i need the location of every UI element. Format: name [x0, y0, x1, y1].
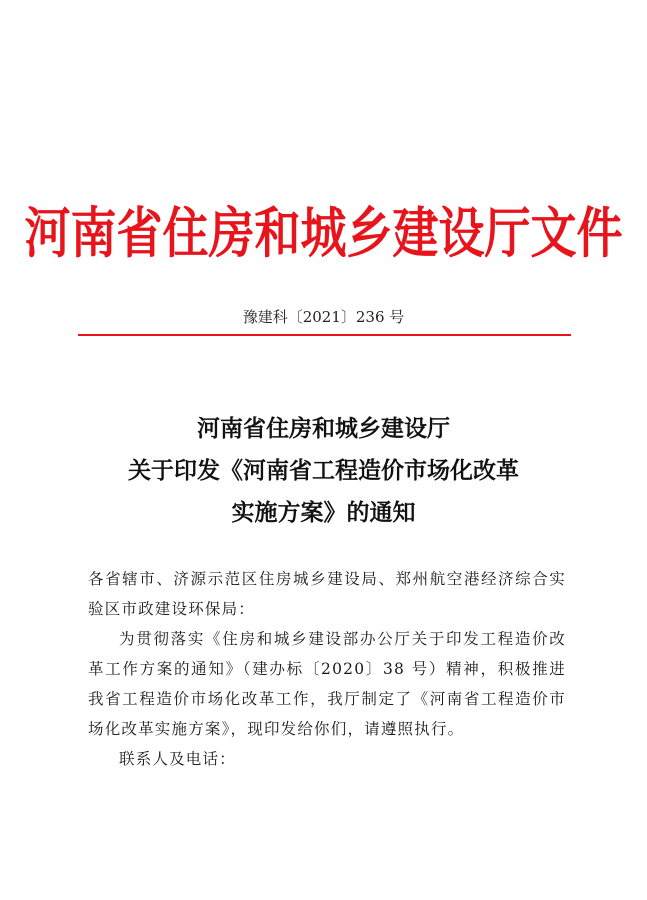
notice-body [88, 564, 566, 774]
notice-title-line-1: 河南省住房和城乡建设厅 [197, 415, 450, 442]
issuer-title: 河南省住房和城乡建设厅文件 [24, 201, 623, 266]
main-paragraph: 为贯彻落实《住房和城乡建设部办公厅关于印发工程造价改革工作方案的通知》（建办标〔2020〕38 号）精神，积极推进我省工程造价市场化改革工作，我厅制定了《河南省工程造价市场化改革实施方案》，现印发给你们，请遵照执行。 [88, 630, 566, 738]
notice-title-line-3: 实施方案》的通知 [231, 499, 416, 526]
document-number: 豫建科〔2021〕236 号 [242, 308, 405, 326]
contact-label: 联系人及电话： [119, 750, 236, 768]
red-divider-line [78, 334, 571, 336]
addressee-paragraph: 各省辖市、济源示范区住房城乡建设局、郑州航空港经济综合实验区市政建设环保局： [88, 570, 566, 618]
notice-title-line-2: 关于印发《河南省工程造价市场化改革 [128, 457, 519, 484]
notice-title [0, 408, 647, 534]
